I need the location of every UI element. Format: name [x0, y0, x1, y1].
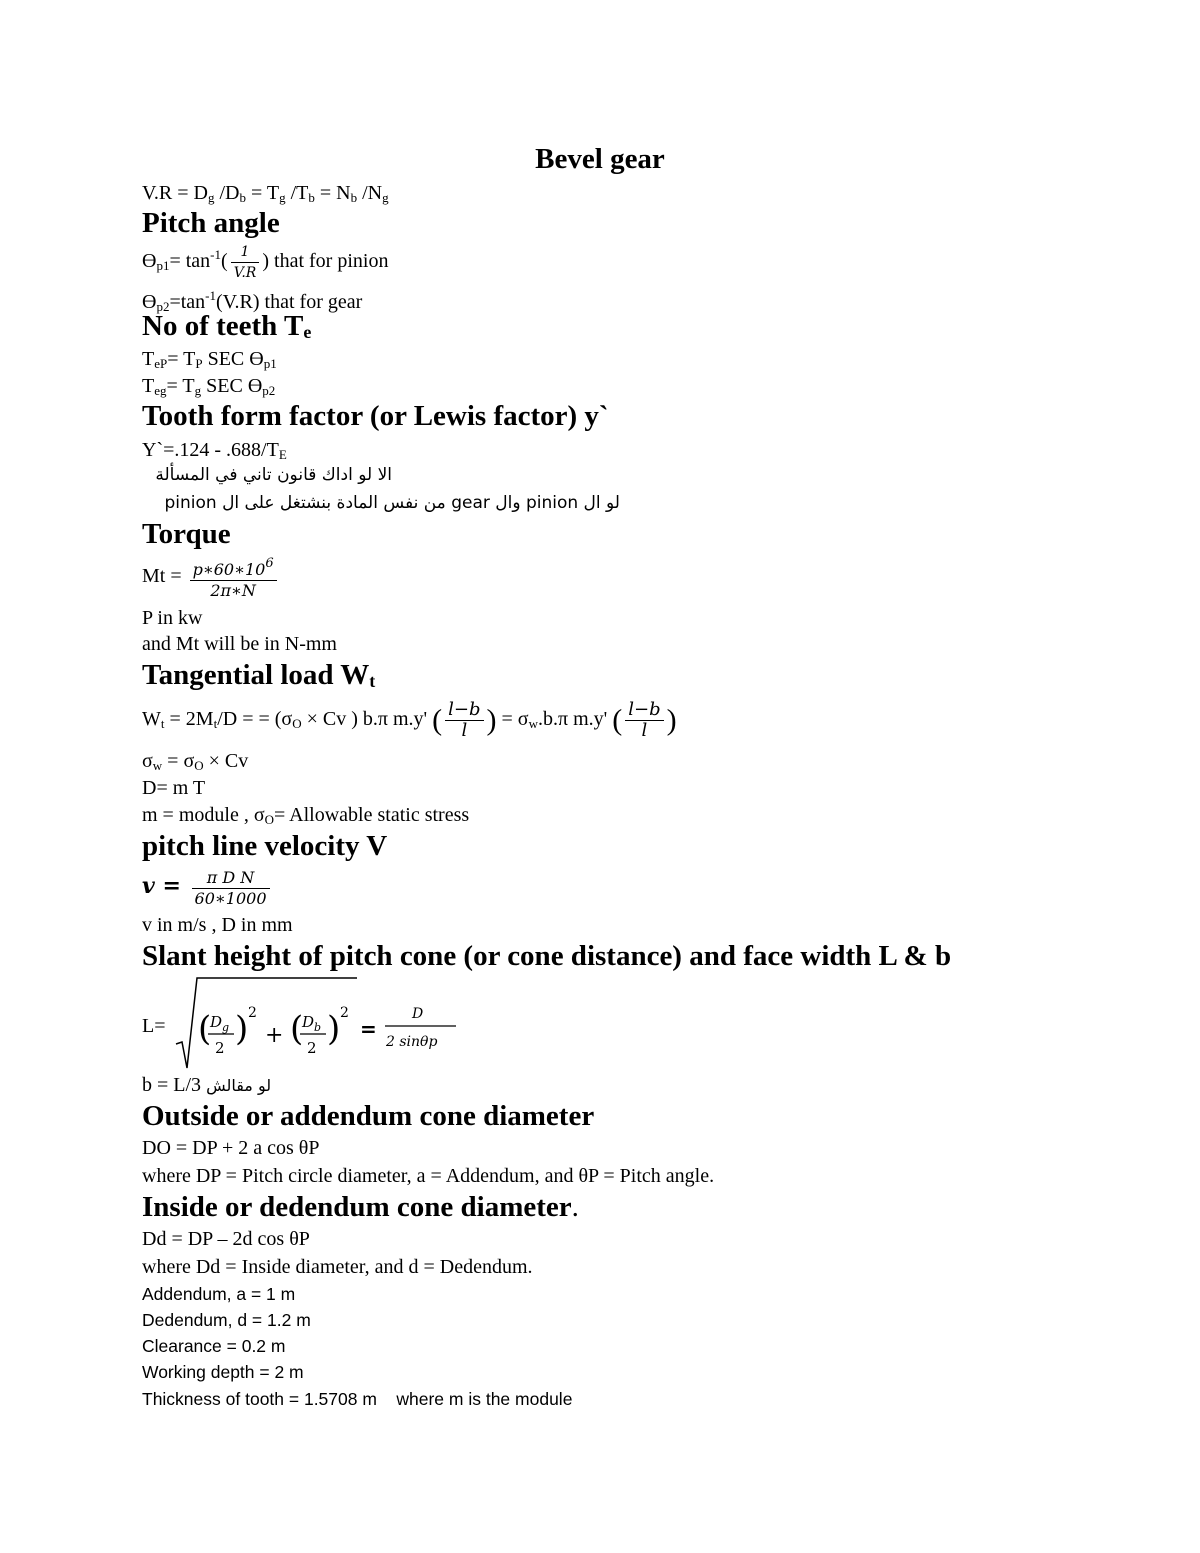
torque-power-unit: P in kw	[142, 607, 203, 629]
tooth-thickness-value: Thickness of tooth = 1.5708 m where m is the module	[142, 1389, 573, 1409]
heading-teeth: No of teeth $T_e$	[142, 310, 312, 342]
gear-pitch-angle-formula: $ϴ_{p2}=\tan^{-1}(V.R)$ that for gear	[142, 288, 363, 314]
heading-slant-height: Slant height of pitch cone (or cone distance) and face width L & b	[142, 940, 952, 972]
outside-diameter-definitions: where DP = Pitch circle diameter, a = Addendum, and θP = Pitch angle.	[142, 1165, 715, 1187]
svg-text:): )	[235, 1009, 249, 1049]
heading-inside-diameter: Inside or dedendum cone diameter.	[142, 1191, 579, 1223]
face-width-formula: b = L/3 لو مقالش	[142, 1074, 272, 1096]
heading-torque: Torque	[142, 518, 231, 550]
inside-diameter-formula: Dd = DP – 2d cos θP	[142, 1228, 310, 1250]
arabic-note-1: الا لو اداك قانون تاني في المسألة	[155, 465, 392, 485]
svg-text:D: D	[210, 1013, 223, 1031]
module-definition: m = module , $\sigma_O=$ Allowable static stress	[142, 804, 470, 827]
svg-text:(: (	[290, 1009, 304, 1049]
addendum-value: Addendum, a = 1 m	[142, 1284, 296, 1304]
dedendum-value: Dedendum, d = 1.2 m	[142, 1310, 311, 1330]
velocity-units: v in m/s , D in mm	[142, 914, 293, 936]
heading-pitch-angle: Pitch angle	[142, 207, 280, 239]
inside-diameter-definitions: where Dd = Inside diameter, and d = Dedendum.	[142, 1256, 533, 1278]
heading-pitch-line-velocity: pitch line velocity V	[142, 830, 388, 862]
velocity-ratio-formula: $V.R = D_g$ $/D_b = T_g$ $/T_b = N_b$ $/N_g$	[142, 182, 389, 205]
velocity-formula: v = $\frac{\text{π D N}}{60∗1000}$	[142, 862, 273, 911]
diameter-formula: D= m T	[142, 777, 206, 799]
heading-tangential-load: Tangential load $W_t$	[142, 659, 376, 691]
torque-result-unit: and Mt will be in N-mm	[142, 633, 337, 655]
svg-text:2: 2	[307, 1039, 317, 1057]
svg-text:=: =	[360, 1017, 377, 1041]
svg-text:D: D	[412, 1006, 424, 1022]
svg-text:D: D	[302, 1013, 315, 1031]
gear-teeth-formula: $T_{eg}= T_g$ SEC $ϴ_{p2}$	[142, 375, 276, 398]
cone-distance-formula	[142, 972, 482, 1072]
clearance-value: Clearance = 0.2 m	[142, 1336, 286, 1356]
working-depth-value: Working depth = 2 m	[142, 1362, 304, 1382]
svg-text:(: (	[198, 1009, 212, 1049]
svg-text:2 sinθp: 2 sinθp	[386, 1034, 438, 1050]
page-title: Bevel gear	[535, 143, 665, 175]
heading-outside-diameter: Outside or addendum cone diameter	[142, 1100, 595, 1132]
outside-diameter-formula: DO = DP + 2 a cos θP	[142, 1137, 320, 1159]
svg-text:+: +	[265, 1023, 284, 1048]
svg-text:): )	[327, 1009, 341, 1049]
svg-text:2: 2	[340, 1005, 349, 1021]
torque-formula: Mt = $\frac{p∗60∗10^6}{2\pi∗N}$	[142, 554, 280, 601]
pinion-teeth-formula: $T_{eP}= T_P$ SEC $ϴ_{p1}$	[142, 348, 277, 371]
arabic-note-2: لو ال pinion وال gear من نفس المادة بنشتغل على ال pinion	[164, 493, 620, 513]
working-stress-formula: $\sigma_w = \sigma_O \times Cv$	[142, 750, 249, 773]
svg-text:g: g	[222, 1021, 230, 1034]
svg-text:2: 2	[248, 1005, 257, 1021]
tangential-load-formula: $W_t = 2M_t/D$ = = ($\sigma_O \times Cv$ ) b.π m.y' ( $\frac{l-b}{l}$ ) = $\sigma_w.b.\pi$ m.y' ( $\frac{l-b}{l}$ )	[142, 698, 677, 741]
lewis-factor-formula: Y`=.124 - $.688/T_E$	[142, 439, 287, 462]
heading-lewis-factor: Tooth form factor (or Lewis factor) y`	[142, 400, 609, 432]
svg-text:L=: L=	[142, 1015, 166, 1037]
pinion-pitch-angle-formula: $ϴ_{p1}= \tan^{-1}$( $\frac{1}{V.R}$ ) that for pinion	[142, 244, 389, 281]
svg-text:2: 2	[215, 1039, 225, 1057]
svg-text:b: b	[314, 1021, 322, 1034]
